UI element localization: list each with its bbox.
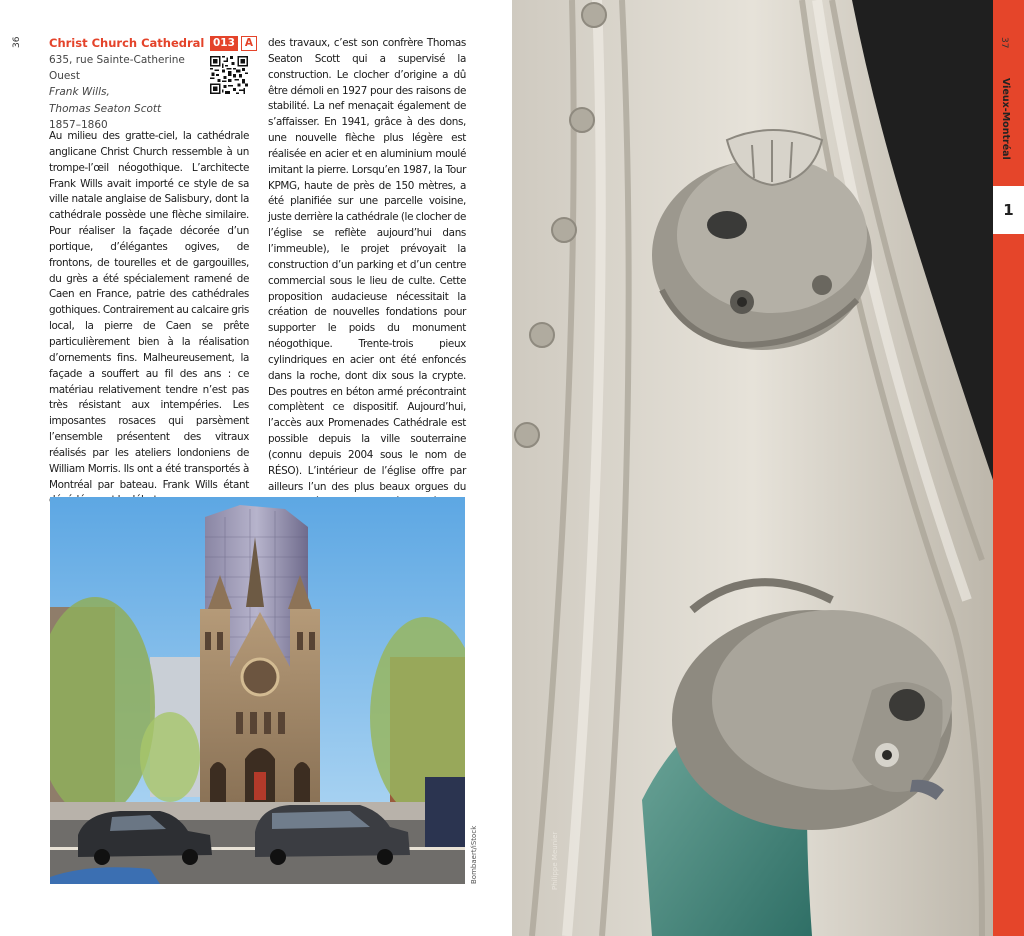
cathedral-photo (50, 497, 465, 884)
body-column-1: Au milieu des gratte-ciel, la cathédrale anglicane Christ Church ressemble à un trompe-l’œil néogothique. L’architecte Frank Wills avait importé ce style de sa ville natale anglaise de Salisbury, dont la cathédrale possède une flèche similaire. Pour réaliser la façade décorée d’un portique, d’élégantes ogives, de frontons, de tourelles et de gargouilles, du grès a été spécialement ramené de Caen en France, patrie des cathédrales gothiques. Contrairement au calcaire gris local, la pierre de Caen se prête particulièrement bien à la réalisation d’ornements fins. Malheureusement, la façade a souffert au fil des ans : ce matériau relativement tendre n’est pas très résistant aux intempéries. Les imposantes rosaces qui parsèment l’ensemble présentent des vitraux réalisés par les ateliers londoniens de William Morris. Ils ont a été transportés à Montréal par bateau. Frank Wills étant (49, 130, 249, 491)
entry-years: 1857–1860 (49, 118, 108, 131)
section-tab-lower (993, 234, 1024, 936)
entry-meta (49, 52, 209, 133)
entry-number: 013 (210, 36, 238, 51)
entry-badge (210, 36, 257, 51)
page-number-right: 37 (999, 37, 1009, 49)
grid-letter: A (241, 36, 257, 51)
entry-architect-2: Thomas Seaton Scott (49, 102, 162, 115)
page-number-left: 36 (12, 36, 22, 48)
photo-credit-left: Bombaert/iStock (470, 825, 478, 884)
photo-credit-right: Philippe Meunier (551, 831, 559, 890)
section-name: Vieux-Montréal (1000, 78, 1011, 160)
body-column-2: des travaux, c’est son confrère Thomas Seaton Scott qui a supervisé la construction. Le clocher d’origine a dû être démoli en 1927 pour des raisons de stabilité. La nef menaçait également de s’affaisser. En 1941, grâce à des dons, une nouvelle flèche plus légère est réalisée en acier et en aluminium moulé imitant la pierre. Lorsqu’en 1987, la Tour KPMG, haute de près de 150 mètres, a été planifiée sur une parcelle voisine, juste derrière la cathédrale (le clocher de l’église se reflète aujourd’hui dans l’immeuble), le projet prévoyait la construction d’un parking et d’un centre commercial sous le lieu de culte. Cette proposition audacieuse nécessitait la création de nouvelles fondations pour supporter le poids du monument néogothique. Trente-trois pieux cylindriques en acier ont été enfoncés dans la roche, dont dix sous la crypte. Des poutres en béton armé précontraint complètent ce dispositif. Aujourd’hui, l’accès aux Promenades Cathédrale est possible depuis la ville souterraine (connu depuis 2004 sous le nom de RÉSO). L’intérieur de l’église offre par ailleurs l’un des plus beaux orgues du (268, 37, 466, 493)
chapter-number: 1 (993, 186, 1024, 234)
entry-architect-1: Frank Wills, (49, 86, 110, 99)
qr-code-icon[interactable] (210, 56, 248, 94)
entry-title: Christ Church Cathedral (49, 36, 205, 50)
gargoyle-photo (512, 0, 993, 936)
entry-address: 635, rue Sainte-Catherine Ouest (49, 54, 185, 83)
